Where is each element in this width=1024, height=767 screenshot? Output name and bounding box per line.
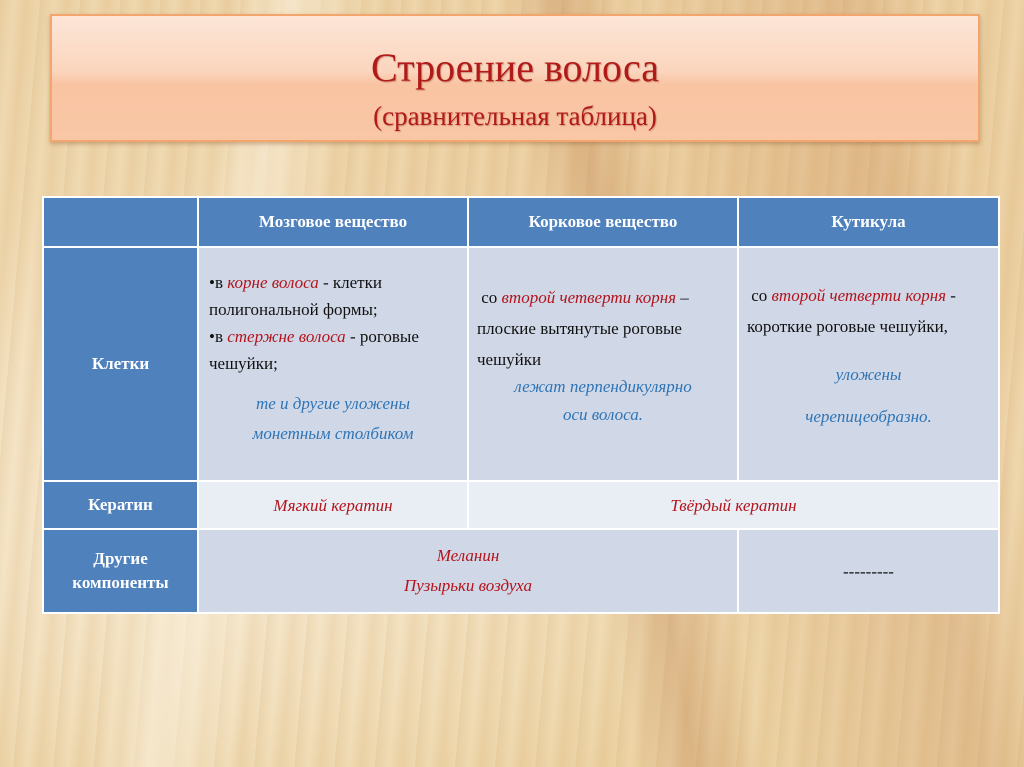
cell-cells-medulla [198, 247, 468, 481]
body-text: –плоские вытянутые роговые чешуйки [477, 287, 689, 369]
note-line: монетным столбиком [252, 424, 414, 443]
row-label-line: компоненты [72, 573, 169, 592]
cell-keratin-cortex-cuticle: Твёрдый кератин [468, 481, 999, 529]
cell-cells-cuticle [738, 247, 999, 481]
bullet-prefix: •в [209, 273, 228, 292]
body-text: - короткие роговые чешуйки, [747, 286, 956, 336]
table-header-row [43, 197, 999, 247]
note-line: лежат перпендикулярно [514, 376, 692, 396]
comparison-table [42, 196, 1000, 614]
component-melanin: Меланин [436, 546, 500, 565]
cuticle-cells-note [739, 354, 998, 438]
cortex-cells-text [469, 282, 737, 375]
emphasis-text: второй четверти корня [501, 287, 677, 307]
row-label-cells: Клетки [43, 247, 198, 481]
cell-other-medulla-cortex [198, 529, 738, 613]
note-line: те и другие уложены [255, 394, 411, 413]
cuticle-cells-text [739, 280, 998, 342]
component-air-bubbles: Пузырьки воздуха [403, 576, 533, 595]
cell-other-cuticle: --------- [738, 529, 999, 613]
note-line: черепицеобразно. [805, 407, 932, 426]
medulla-cells-note [199, 389, 467, 449]
medulla-cells-text [199, 269, 467, 377]
note-line: оси волоса. [562, 404, 643, 424]
cell-cells-cortex [468, 247, 738, 481]
row-label-other [43, 529, 198, 613]
body-text: - клетки полигональной формы; [209, 273, 382, 319]
table-row-keratin [43, 481, 999, 529]
bullet-prefix: •в [209, 327, 228, 346]
body-text: со [481, 287, 502, 307]
body-text: - роговые чешуйки; [209, 327, 419, 373]
header-corner [43, 197, 198, 247]
cell-keratin-medulla: Мягкий кератин [198, 481, 468, 529]
row-label-line: Другие [93, 549, 148, 568]
header-medulla: Мозговое вещество [198, 197, 468, 247]
page-title: Строение волоса [371, 45, 659, 90]
header-cortex: Корковое вещество [468, 197, 738, 247]
note-line: уложены [835, 365, 902, 384]
emphasis-text: второй четверти корня [771, 286, 947, 305]
body-text: со [751, 286, 772, 305]
page-subtitle: (сравнительная таблица) [373, 101, 657, 131]
row-label-keratin: Кератин [43, 481, 198, 529]
cortex-cells-note [469, 373, 737, 429]
table-row-other-components [43, 529, 999, 613]
emphasis-text: корне волоса [227, 273, 319, 292]
header-cuticle: Кутикула [738, 197, 999, 247]
emphasis-text: стержне волоса [227, 327, 346, 346]
title-banner [50, 14, 980, 142]
table-row-cells [43, 247, 999, 481]
